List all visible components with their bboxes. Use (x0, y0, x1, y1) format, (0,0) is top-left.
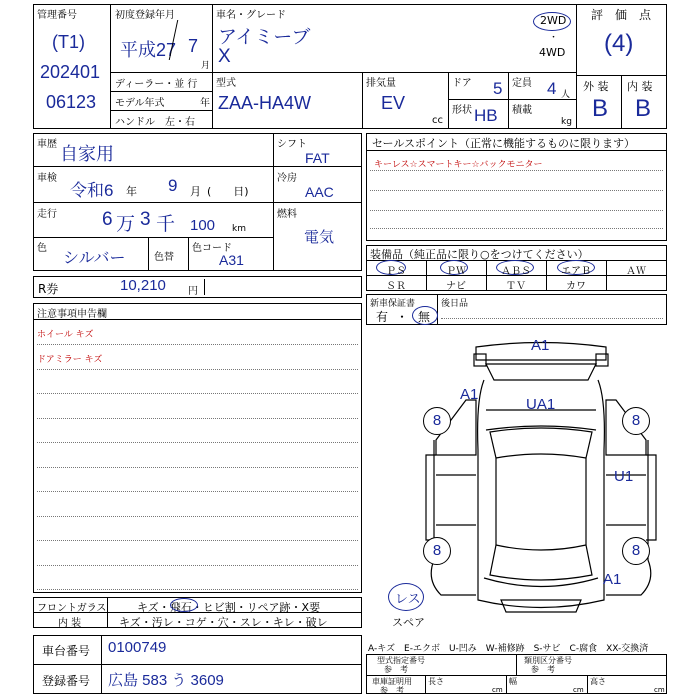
cc-unit: cc (432, 115, 443, 126)
equipment-item-row1: ＰＷ (446, 266, 466, 277)
cooler-value: AAC (305, 184, 334, 200)
capacity-value: 4 (547, 79, 557, 98)
note-rule (37, 540, 358, 541)
mileage-man: 6 (102, 209, 113, 230)
warranty-dot: ・ (396, 310, 409, 324)
mileage-rest: 100 (190, 217, 216, 234)
color-code-label: 色コード (192, 243, 232, 254)
equipment-item-row2: ＳＲ (386, 281, 406, 292)
mileage-man-unit: 万 (116, 214, 136, 235)
interior-label: 内 装 (627, 80, 653, 93)
shaken-year-unit: 年 (126, 185, 137, 198)
car-name-label: 車名・グレード (216, 10, 286, 21)
registration-label: 登録番号 (42, 674, 91, 688)
note-rule (37, 393, 358, 394)
tire-rear-right: 8 (622, 407, 650, 435)
equipment-item-row1: エアＢ (561, 266, 591, 277)
tire-front-left: 8 (423, 537, 451, 565)
chassis-label: 車台番号 (42, 644, 91, 658)
type-cert-ref: 参 考 (384, 665, 408, 674)
registration-value: 広島 583 う 3609 (108, 672, 224, 689)
mgmt-number-1: 202401 (40, 62, 101, 82)
note-rule (37, 565, 358, 566)
exterior-grade: B (592, 95, 609, 122)
tire-rear-left: 8 (423, 407, 451, 435)
width-unit: cm (573, 686, 584, 694)
interior-cond-items: キズ・汚レ・コゲ・穴・スレ・キレ・破レ (119, 616, 328, 629)
front-glass-label: フロントガラス (37, 603, 107, 614)
interior-cond-label: 内 装 (58, 618, 82, 629)
type-cert-label: 型式指定番号 (377, 656, 425, 665)
shaken-month: 9 (168, 176, 178, 195)
drive-2wd: 2WD (540, 14, 567, 27)
equipment-item-row1: ＡＷ (626, 266, 646, 277)
note-rule (37, 589, 358, 590)
equipment-item-row2: ＴＶ (506, 281, 526, 292)
color-code: A31 (219, 252, 244, 268)
km-unit: km (232, 224, 246, 234)
shaken-label: 車検 (37, 173, 57, 184)
reg-date-label: 初度登録年月 (115, 10, 175, 21)
history-label: 車歴 (37, 139, 57, 150)
type-value: ZAA-HA4W (218, 93, 312, 113)
shift-label: シフト (277, 139, 307, 150)
mark-spare-less: レス (395, 591, 421, 606)
garage-cert-label: 車庫証明用 (372, 677, 412, 686)
shaken-era: 令和6 (70, 181, 114, 200)
displacement-value: EV (381, 93, 406, 113)
sales-title: セールスポイント（正常に機能するものに限ります） (372, 137, 636, 150)
type-label: 型式 (216, 78, 236, 89)
notes-section (33, 303, 362, 593)
shift-value: FAT (305, 150, 330, 166)
damage-legend: A-キズ E-エクボ U-凹み W-補修跡 S-サビ C-腐食 XX-交換済 (368, 644, 649, 654)
shape-value: HB (474, 106, 498, 125)
note-rule (37, 467, 358, 468)
handle-label: ハンドル 左・右 (115, 117, 195, 128)
interior-grade: B (635, 95, 652, 122)
fuel-label: 燃料 (277, 209, 297, 220)
height-label: 高さ (590, 677, 606, 686)
car-name: アイミーブ (218, 27, 311, 48)
eval-label: 評 価 点 (591, 8, 652, 22)
note-rule (37, 442, 358, 443)
yen-unit: 円 (188, 286, 198, 297)
class-ref: 参 考 (531, 665, 555, 674)
mgmt-number-2: 06123 (46, 92, 97, 112)
reg-month-unit: 月 (201, 61, 211, 71)
drive-4wd: 4WD (539, 46, 566, 59)
mileage-sen: 3 (140, 209, 151, 230)
note-rule (37, 344, 358, 345)
mgmt-code: (T1) (52, 32, 85, 52)
note-line-2: ドアミラー キズ (37, 355, 103, 365)
equipment-item-row2: カワ (566, 281, 586, 292)
mileage-label: 走行 (37, 209, 57, 220)
drive-dot: ・ (549, 33, 559, 43)
shaken-month-unit: 月 (190, 185, 201, 198)
equipment-item-row1: ＰＳ (386, 266, 406, 277)
mgmt-label: 管理番号 (37, 10, 77, 21)
color-change-label: 色替 (154, 252, 174, 263)
length-label: 長さ (428, 677, 444, 686)
notes-title: 注意事項申告欄 (37, 309, 107, 320)
load-label: 積載 (512, 105, 532, 116)
shaken-day: ( 日) (207, 185, 249, 198)
equipment-item-row2: ナビ (446, 281, 466, 292)
fuel-value: 電気 (304, 229, 335, 246)
height-unit: cm (654, 686, 665, 694)
displacement-label: 排気量 (366, 78, 396, 89)
reg-month: 7 (188, 36, 199, 56)
model-year-unit: 年 (200, 98, 210, 109)
capacity-unit: 人 (561, 90, 571, 100)
capacity-label: 定員 (512, 78, 532, 89)
mark-rear-a1: A1 (531, 337, 550, 354)
door-label: ドア (452, 78, 472, 89)
mark-roof-ua1: UA1 (526, 396, 556, 413)
tire-front-right: 8 (622, 537, 650, 565)
exterior-label: 外 装 (583, 80, 609, 93)
note-line-1: ホイール キズ (37, 330, 94, 340)
width-label: 幅 (509, 677, 517, 686)
note-rule (37, 516, 358, 517)
door-value: 5 (493, 79, 503, 98)
car-grade: X (218, 46, 231, 67)
chassis-value: 0100749 (108, 639, 167, 656)
mileage-sen-unit: 千 (156, 214, 176, 235)
eval-score: (4) (604, 30, 634, 57)
mark-left-a1: A1 (460, 386, 479, 403)
garage-cert-ref: 参 考 (380, 686, 404, 695)
warranty-yes: 有 (376, 310, 389, 324)
kg-unit: kg (561, 117, 572, 127)
color-label: 色 (37, 243, 47, 254)
warranty-no: 無 (418, 310, 431, 324)
color-value: シルバー (63, 250, 126, 267)
date-label: 後日品 (441, 299, 469, 309)
shape-label: 形状 (452, 105, 472, 116)
class-label: 類別区分番号 (524, 656, 572, 665)
r-ticket-value: 10,210 (120, 277, 166, 294)
sales-text: キーレス☆スマートキー☆バックモニター (374, 160, 543, 170)
history-value: 自家用 (60, 144, 114, 164)
warranty-label: 新車保証書 (370, 299, 416, 309)
cooler-label: 冷房 (277, 173, 297, 184)
r-ticket-label: R券 (38, 282, 59, 296)
mark-front-a1: A1 (603, 571, 622, 588)
mark-right-u1: U1 (614, 468, 634, 485)
reg-era: 平成27 (120, 40, 177, 60)
spare-label: スペア (392, 616, 425, 629)
front-glass-items: キズ・飛石・ヒビ割・リペア跡・X要 (137, 601, 321, 614)
note-rule (37, 369, 358, 370)
model-year-label: モデル年式 (115, 98, 165, 109)
note-rule (37, 491, 358, 492)
length-unit: cm (492, 686, 503, 694)
dealer-label: ディーラー・並 行 (115, 79, 198, 90)
equipment-title: 装備品（純正品に限り○をつけてください） (370, 248, 589, 261)
equipment-item-row1: ＡＢＳ (501, 266, 531, 277)
note-rule (37, 418, 358, 419)
